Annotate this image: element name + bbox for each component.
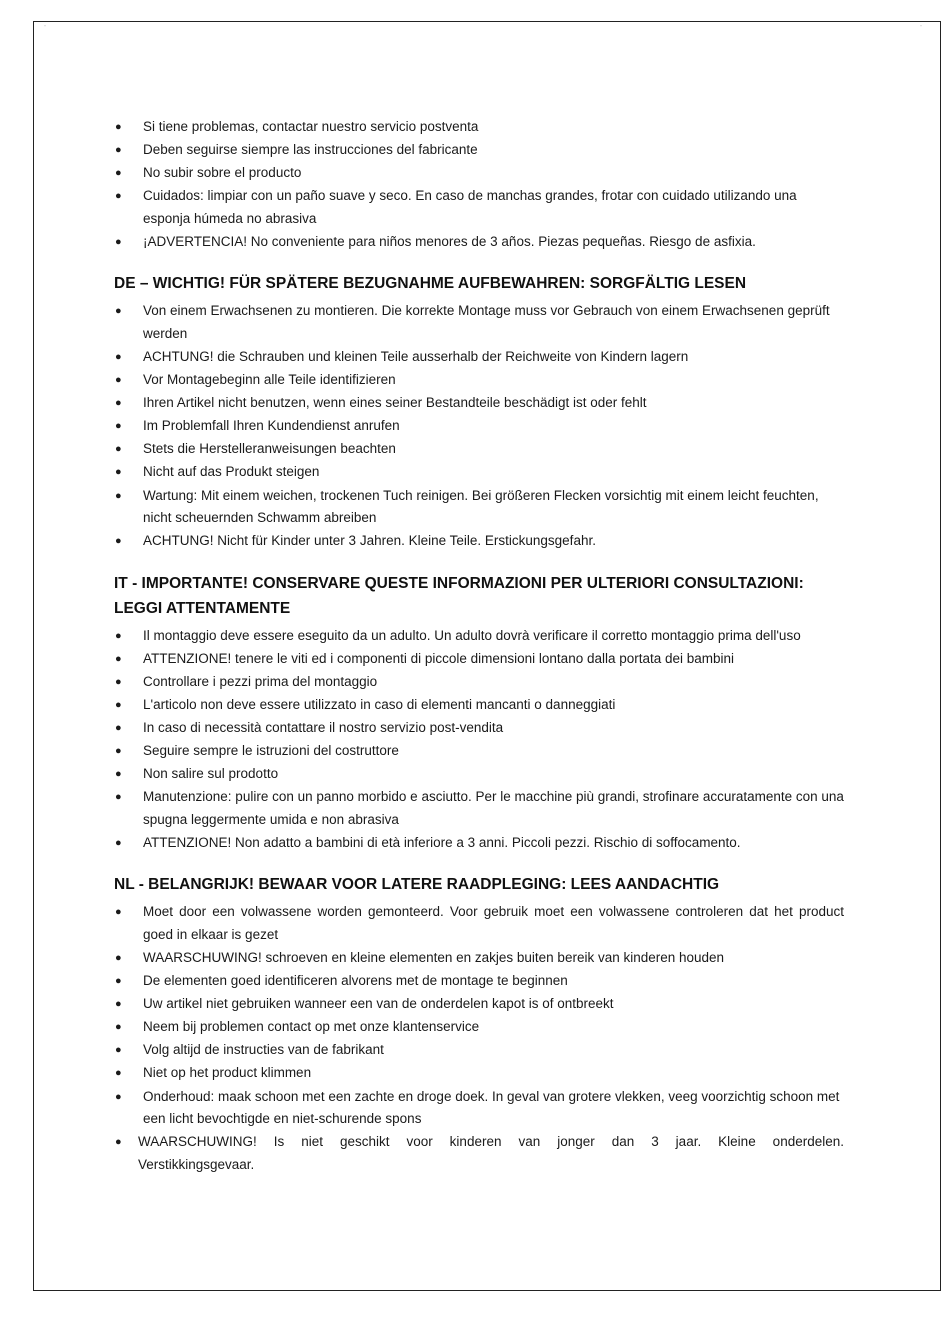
list-item: ● Il montaggio deve essere eseguito da un adulto. Un adulto dovrà verificare il corretto montaggio prima dell'uso (114, 625, 844, 648)
bullet-icon: ● (115, 1044, 122, 1057)
bullet-icon: ● (115, 489, 122, 502)
document-body (114, 116, 844, 1177)
list-item: ● Controllare i pezzi prima del montaggio (114, 671, 844, 694)
list-item: ● Onderhoud: maak schoon met een zachte en droge doek. In geval van grotere vlekken, veeg voorzichtig schoon met een licht bevochtigde en niet-schurende spons (114, 1086, 844, 1131)
list-item: ● Cuidados: limpiar con un paño suave y seco. En caso de manchas grandes, frotar con cuidado utilizando una esponja húmeda no abrasiva (114, 185, 844, 230)
bullet-icon: ● (115, 535, 122, 548)
list-item: ● Stets die Herstelleranweisungen beachten (114, 438, 844, 461)
section-de (114, 271, 844, 552)
section-it (114, 571, 844, 855)
corner-mark-right: ¨ (920, 26, 922, 32)
list-item: ● Wartung: Mit einem weichen, trockenen Tuch reinigen. Bei größeren Flecken vorsichtig mit einem leicht feuchten, nicht scheuernden Schwamm abreiben (114, 485, 844, 530)
bullet-icon: ● (115, 951, 122, 964)
bullet-icon: ● (115, 722, 122, 734)
bullet-icon: ● (115, 975, 122, 988)
list-item: ● Seguire sempre le istruzioni del costruttore (114, 740, 844, 763)
list-item: ● WAARSCHUWING! schroeven en kleine elementen en zakjes buiten bereik van kinderen houden (114, 947, 844, 970)
bullet-icon: ● (115, 121, 122, 133)
bullet-icon: ● (115, 998, 122, 1011)
bullet-icon: ● (115, 629, 122, 642)
bullet-icon: ● (115, 768, 122, 781)
list-nl (114, 901, 844, 1176)
list-item: ● Deben seguirse siempre las instrucciones del fabricante (114, 139, 844, 162)
list-item: ● Ihren Artikel nicht benutzen, wenn eines seiner Bestandteile beschädigt ist oder fehlt (114, 392, 844, 415)
list-item: ● Vor Montagebeginn alle Teile identifizieren (114, 369, 844, 392)
corner-mark-left: ¨ (44, 26, 46, 32)
bullet-icon: ● (115, 443, 122, 456)
list-item: ● Nicht auf das Produkt steigen (114, 461, 844, 484)
list-item: ● ACHTUNG! die Schrauben und kleinen Teile ausserhalb der Reichweite von Kindern lagern (114, 346, 844, 369)
list-es (114, 116, 844, 253)
bullet-icon: ● (115, 190, 122, 203)
section-nl (114, 872, 844, 1176)
bullet-icon: ● (115, 1136, 122, 1149)
list-item: ● ACHTUNG! Nicht für Kinder unter 3 Jahren. Kleine Teile. Erstickungsgefahr. (114, 530, 844, 553)
list-item: ● No subir sobre el producto (114, 162, 844, 185)
bullet-icon: ● (115, 235, 122, 248)
list-item: ● Non salire sul prodotto (114, 763, 844, 786)
bullet-icon: ● (115, 906, 122, 919)
list-item: ● Uw artikel niet gebruiken wanneer een van de onderdelen kapot is of ontbreekt (114, 993, 844, 1016)
section-heading-nl: NL - BELANGRIJK! BEWAAR VOOR LATERE RAADPLEGING: LEES AANDACHTIG (114, 876, 720, 894)
bullet-icon: ● (115, 1067, 122, 1080)
list-item: ● Volg altijd de instructies van de fabrikant (114, 1039, 844, 1062)
bullet-icon: ● (115, 350, 122, 363)
bullet-icon: ● (115, 675, 122, 688)
list-it (114, 625, 844, 855)
bullet-icon: ● (115, 836, 122, 849)
list-item: ● ¡ADVERTENCIA! No conveniente para niños menores de 3 años. Piezas pequeñas. Riesgo de asfixia. (114, 231, 844, 254)
list-item: ● Von einem Erwachsenen zu montieren. Die korrekte Montage muss vor Gebrauch von einem Erwachsenen geprüft werden (114, 300, 844, 345)
list-de (114, 300, 844, 552)
bullet-icon: ● (115, 397, 122, 410)
bullet-icon: ● (115, 305, 122, 318)
list-item: ● Manutenzione: pulire con un panno morbido e asciutto. Per le macchine più grandi, strofinare accuratamente con una spugna leggermente umida e non abrasiva (114, 786, 844, 831)
bullet-icon: ● (115, 144, 122, 157)
section-heading-it: IT - IMPORTANTE! CONSERVARE QUESTE INFORMAZIONI PER ULTERIORI CONSULTAZIONI: LEGGI ATTENTAMENTE (114, 574, 804, 617)
list-item: ● De elementen goed identificeren alvorens met de montage te beginnen (114, 970, 844, 993)
bullet-icon: ● (115, 420, 122, 433)
list-item: ● In caso di necessità contattare il nostro servizio post-vendita (114, 717, 844, 740)
list-item: ● Neem bij problemen contact op met onze klantenservice (114, 1016, 844, 1039)
section-heading-de: DE – WICHTIG! FÜR SPÄTERE BEZUGNAHME AUFBEWAHREN: SORGFÄLTIG LESEN (114, 275, 747, 293)
bullet-icon: ● (115, 1090, 122, 1103)
bullet-icon: ● (115, 652, 122, 665)
list-item: ● ATTENZIONE! tenere le viti ed i componenti di piccole dimensioni lontano dalla portata dei bambini (114, 648, 844, 671)
list-item: ● L'articolo non deve essere utilizzato in caso di elementi mancanti o danneggiati (114, 694, 844, 717)
section-es (114, 116, 844, 253)
bullet-icon: ● (115, 167, 122, 180)
bullet-icon: ● (115, 791, 122, 804)
list-item: ● Im Problemfall Ihren Kundendienst anrufen (114, 415, 844, 438)
list-item: ● Si tiene problemas, contactar nuestro servicio postventa (114, 116, 844, 139)
bullet-icon: ● (115, 466, 122, 479)
list-item: ● WAARSCHUWING! Is niet geschikt voor kinderen van jonger dan 3 jaar. Kleine onderdelen. Verstikkingsgevaar. (114, 1131, 844, 1176)
list-item: ● Moet door een volwassene worden gemonteerd. Voor gebruik moet een volwassene controleren dat het product goed in elkaar is gezet (114, 901, 844, 946)
bullet-icon: ● (115, 1021, 122, 1034)
list-item: ● Niet op het product klimmen (114, 1062, 844, 1085)
list-item: ● ATTENZIONE! Non adatto a bambini di età inferiore a 3 anni. Piccoli pezzi. Rischio di soffocamento. (114, 832, 844, 855)
bullet-icon: ● (115, 698, 122, 711)
bullet-icon: ● (115, 374, 122, 387)
bullet-icon: ● (115, 745, 122, 758)
